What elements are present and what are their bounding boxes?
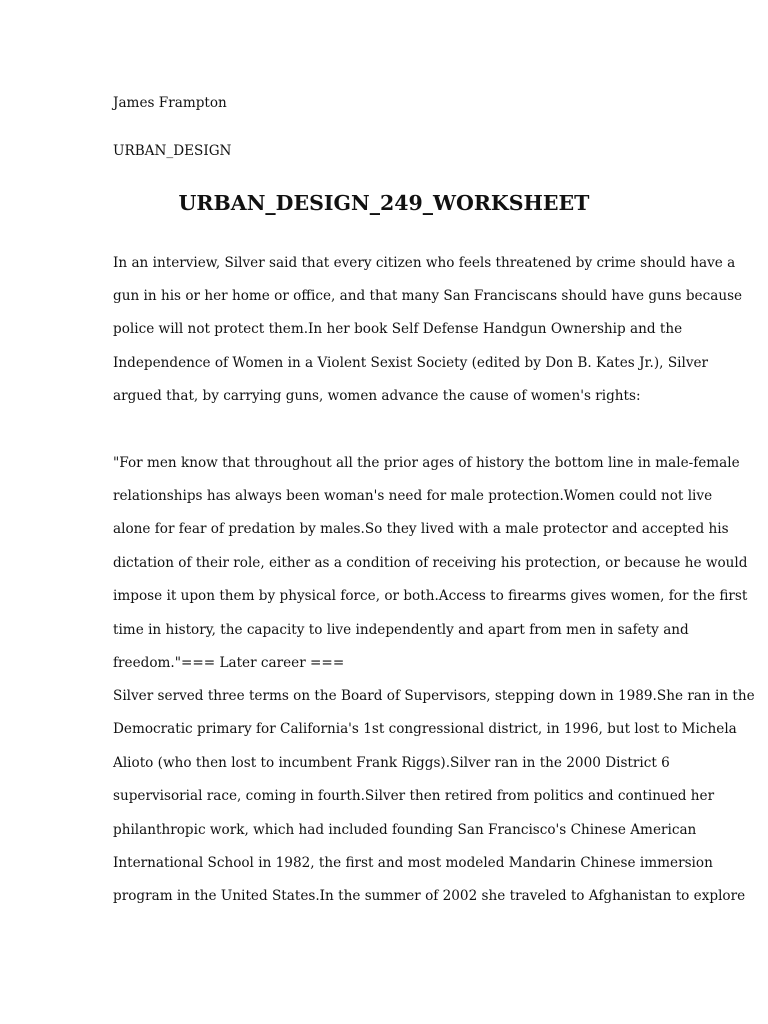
text-line: International School in 1982, the first and most modeled Mandarin Chinese immersion [113,855,713,871]
document-title: URBAN_DESIGN_249_WORKSHEET [178,191,590,215]
course-name: URBAN_DESIGN [113,143,232,159]
text-line: philanthropic work, which had included founding San Francisco's Chinese American [113,822,697,838]
text-line: program in the United States.In the summer of 2002 she traveled to Afghanistan to explore [113,888,746,904]
text-line: gun in his or her home or office, and that many San Franciscans should have guns because [113,288,743,304]
text-line: impose it upon them by physical force, or both.Access to firearms gives women, for the first [113,588,748,604]
text-line: dictation of their role, either as a condition of receiving his protection, or because he would [113,555,748,571]
text-line: time in history, the capacity to live independently and apart from men in safety and [113,622,689,638]
text-line: Silver served three terms on the Board of Supervisors, stepping down in 1989.She ran in the [113,688,755,704]
text-line: In an interview, Silver said that every citizen who feels threatened by crime should have a [113,255,736,271]
text-line: relationships has always been woman's need for male protection.Women could not live [113,488,713,504]
text-line: freedom."=== Later career === [113,655,345,671]
text-line: supervisorial race, coming in fourth.Silver then retired from politics and continued her [113,788,715,804]
text-line: Democratic primary for California's 1st congressional district, in 1996, but lost to Michela [113,721,737,737]
text-line: Alioto (who then lost to incumbent Frank Riggs).Silver ran in the 2000 District 6 [113,755,670,771]
text-line: alone for fear of predation by males.So they lived with a male protector and accepted his [113,521,729,537]
text-line: "For men know that throughout all the prior ages of history the bottom line in male-female [113,455,740,471]
text-line: argued that, by carrying guns, women advance the cause of women's rights: [113,388,641,404]
author-name: James Frampton [113,95,227,111]
text-line: Independence of Women in a Violent Sexist Society (edited by Don B. Kates Jr.), Silver [113,355,709,371]
text-line: police will not protect them.In her book Self Defense Handgun Ownership and the [113,321,683,337]
